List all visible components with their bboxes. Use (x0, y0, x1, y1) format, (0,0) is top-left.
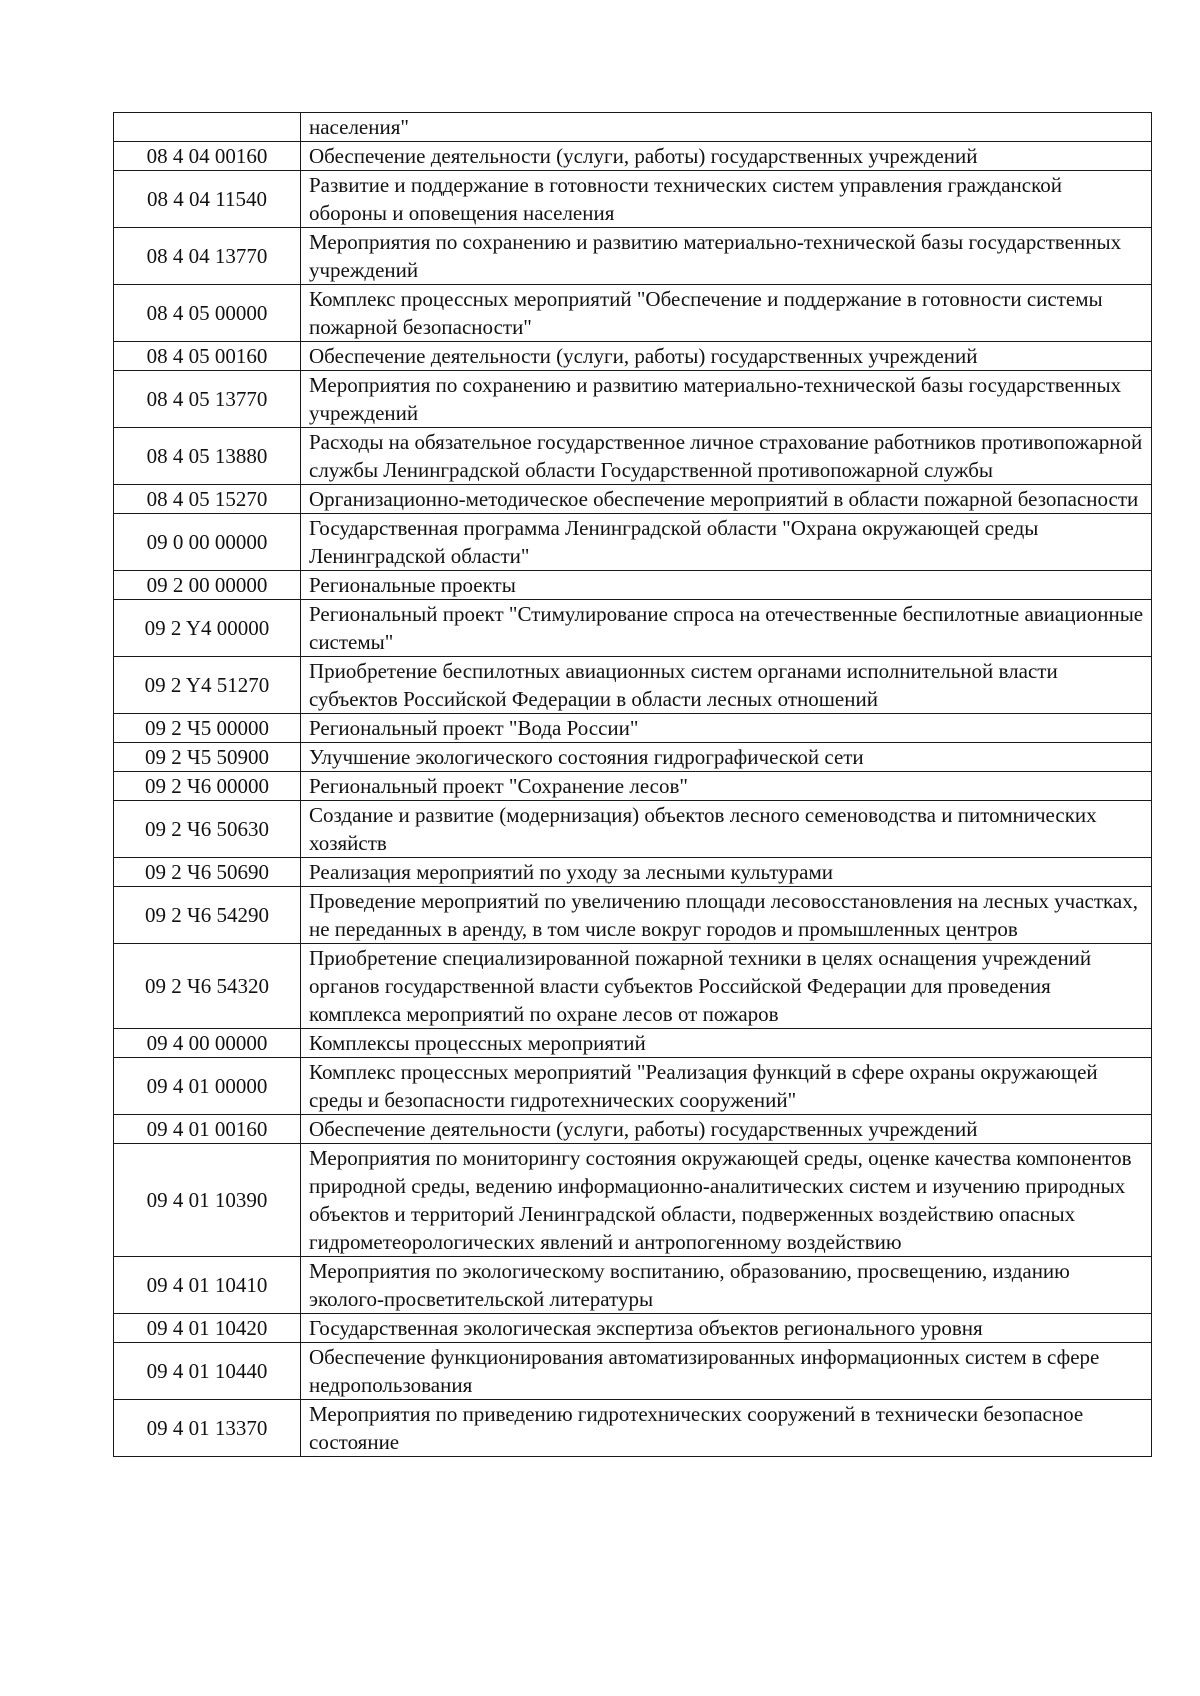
row-name: Региональные проекты (301, 571, 1152, 600)
row-name: Региональный проект "Сохранение лесов" (301, 772, 1152, 801)
row-code: 08 4 05 00000 (114, 285, 301, 342)
table-row (114, 285, 1152, 342)
row-name: Государственная программа Ленинградской области "Охрана окружающей среды Ленинградской области" (301, 514, 1152, 571)
budget-classification-table (113, 112, 1152, 1457)
row-name: Мероприятия по экологическому воспитанию, образованию, просвещению, изданию эколого-просветительской литературы (301, 1257, 1152, 1314)
row-code: 09 4 01 00160 (114, 1115, 301, 1144)
table-row (114, 1257, 1152, 1314)
row-code: 09 2 Ч6 50690 (114, 858, 301, 887)
row-name: Мероприятия по сохранению и развитию материально-технической базы государственных учреждений (301, 371, 1152, 428)
row-code: 09 2 Ч5 50900 (114, 743, 301, 772)
row-name: Создание и развитие (модернизация) объектов лесного семеноводства и питомнических хозяйств (301, 801, 1152, 858)
table-row (114, 1343, 1152, 1400)
table-row (114, 514, 1152, 571)
row-name: Комплексы процессных мероприятий (301, 1029, 1152, 1058)
row-name: Приобретение специализированной пожарной техники в целях оснащения учреждений органов государственной власти субъектов Российской Федерации для проведения комплекса мероприятий по охране лесов от пожаров (301, 944, 1152, 1029)
row-name: Обеспечение деятельности (услуги, работы) государственных учреждений (301, 142, 1152, 171)
table-row (114, 1144, 1152, 1257)
table-row (114, 714, 1152, 743)
row-code: 08 4 05 13880 (114, 428, 301, 485)
row-name: Расходы на обязательное государственное личное страхование работников противопожарной службы Ленинградской области Государственной противопожарной службы (301, 428, 1152, 485)
table-body (114, 113, 1152, 1457)
row-code: 09 4 00 00000 (114, 1029, 301, 1058)
row-name: Обеспечение деятельности (услуги, работы) государственных учреждений (301, 1115, 1152, 1144)
row-code: 09 4 01 10440 (114, 1343, 301, 1400)
table-row (114, 600, 1152, 657)
row-name: Улучшение экологического состояния гидрографической сети (301, 743, 1152, 772)
row-code: 09 2 Y4 00000 (114, 600, 301, 657)
row-name: Мероприятия по мониторингу состояния окружающей среды, оценке качества компонентов природной среды, ведению информационно-аналитических систем и изучению природных объектов и территорий Ленинградской области, подверженных воздействию опасных гидрометеорологических явлений и антропогенному воздействию (301, 1144, 1152, 1257)
table-row (114, 858, 1152, 887)
row-code: 09 2 Ч5 00000 (114, 714, 301, 743)
row-name: Государственная экологическая экспертиза объектов регионального уровня (301, 1314, 1152, 1343)
row-code: 09 2 Ч6 54290 (114, 887, 301, 944)
table-row (114, 801, 1152, 858)
table-row (114, 571, 1152, 600)
row-name: Мероприятия по сохранению и развитию материально-технической базы государственных учреждений (301, 228, 1152, 285)
table-row (114, 944, 1152, 1029)
table-row (114, 485, 1152, 514)
table-row (114, 1314, 1152, 1343)
row-name: Мероприятия по приведению гидротехнических сооружений в технически безопасное состояние (301, 1400, 1152, 1457)
row-code: 09 4 01 10420 (114, 1314, 301, 1343)
row-name: Комплекс процессных мероприятий "Обеспечение и поддержание в готовности системы пожарной безопасности" (301, 285, 1152, 342)
row-name: Проведение мероприятий по увеличению площади лесовосстановления на лесных участках, не переданных в аренду, в том числе вокруг городов и промышленных центров (301, 887, 1152, 944)
row-name: Обеспечение функционирования автоматизированных информационных систем в сфере недропользования (301, 1343, 1152, 1400)
row-name: Развитие и поддержание в готовности технических систем управления гражданской обороны и оповещения населения (301, 171, 1152, 228)
table-row (114, 1029, 1152, 1058)
table-row (114, 371, 1152, 428)
row-code: 09 2 Ч6 50630 (114, 801, 301, 858)
row-name: Обеспечение деятельности (услуги, работы) государственных учреждений (301, 342, 1152, 371)
row-code: 08 4 05 00160 (114, 342, 301, 371)
row-code: 09 2 Ч6 00000 (114, 772, 301, 801)
row-code: 08 4 04 00160 (114, 142, 301, 171)
row-code: 08 4 05 15270 (114, 485, 301, 514)
table-row (114, 1058, 1152, 1115)
table-row (114, 743, 1152, 772)
table-row (114, 772, 1152, 801)
table-row (114, 657, 1152, 714)
row-code: 09 2 Y4 51270 (114, 657, 301, 714)
table-row (114, 1115, 1152, 1144)
row-name: Приобретение беспилотных авиационных систем органами исполнительной власти субъектов Российской Федерации в области лесных отношений (301, 657, 1152, 714)
row-code: 09 4 01 10390 (114, 1144, 301, 1257)
table-row (114, 1400, 1152, 1457)
row-code (114, 113, 301, 142)
row-code: 09 2 Ч6 54320 (114, 944, 301, 1029)
row-code: 09 2 00 00000 (114, 571, 301, 600)
table-row (114, 887, 1152, 944)
row-name: Региональный проект "Вода России" (301, 714, 1152, 743)
table-row (114, 171, 1152, 228)
table-row (114, 342, 1152, 371)
row-name: населения" (301, 113, 1152, 142)
row-code: 09 4 01 13370 (114, 1400, 301, 1457)
row-code: 08 4 04 13770 (114, 228, 301, 285)
row-name: Организационно-методическое обеспечение мероприятий в области пожарной безопасности (301, 485, 1152, 514)
row-code: 08 4 04 11540 (114, 171, 301, 228)
table-row (114, 142, 1152, 171)
row-name: Реализация мероприятий по уходу за лесными культурами (301, 858, 1152, 887)
row-name: Региональный проект "Стимулирование спроса на отечественные беспилотные авиационные системы" (301, 600, 1152, 657)
row-code: 09 4 01 10410 (114, 1257, 301, 1314)
row-name: Комплекс процессных мероприятий "Реализация функций в сфере охраны окружающей среды и безопасности гидротехнических сооружений" (301, 1058, 1152, 1115)
row-code: 08 4 05 13770 (114, 371, 301, 428)
table-row (114, 113, 1152, 142)
row-code: 09 0 00 00000 (114, 514, 301, 571)
table-row (114, 228, 1152, 285)
row-code: 09 4 01 00000 (114, 1058, 301, 1115)
table-row (114, 428, 1152, 485)
